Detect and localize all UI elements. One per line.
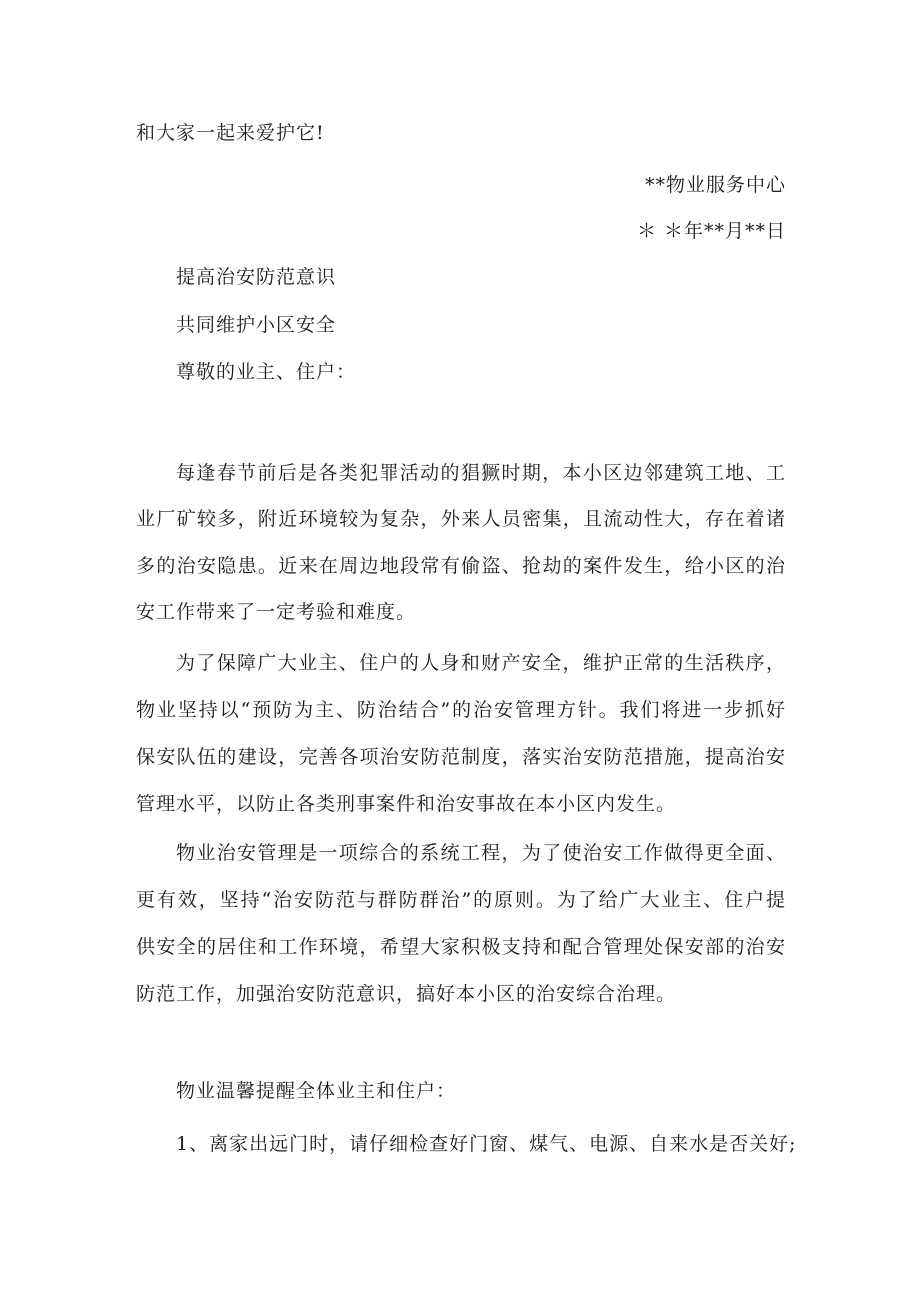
paragraph-2-line-1: 为了保障广大业主、住户的人身和财产安全，维护正常的生活秩序， <box>176 652 786 674</box>
paragraph-3-line-1: 物业治安管理是一项综合的系统工程，为了使治安工作做得更全面、 <box>176 842 786 864</box>
paragraph-1-line-2: 业厂矿较多，附近环境较为复杂，外来人员密集，且流动性大，存在着诸 <box>136 508 786 530</box>
paragraph-3-line-3: 供安全的居住和工作环境，希望大家积极支持和配合管理处保安部的治安 <box>136 936 786 958</box>
paragraph-2-line-4: 管理水平，以防止各类刑事案件和治安事故在本小区内发生。 <box>136 793 677 815</box>
paragraph-1-line-3: 多的治安隐患。近来在周边地段常有偷盗、抢劫的案件发生，给小区的治 <box>136 555 786 577</box>
salutation: 尊敬的业主、住户： <box>176 361 357 383</box>
paragraph-3-line-2: 更有效，坚持“治安防范与群防群治”的原则。为了给广大业主、住户提 <box>136 889 786 911</box>
reminder-item-1: 1、离家出远门时，请仔细检查好门窗、煤气、电源、自来水是否关好; <box>176 1133 797 1155</box>
paragraph-2-line-2: 物业坚持以“预防为主、防治结合”的治安管理方针。我们将进一步抓好 <box>136 699 786 721</box>
paragraph-3-line-4: 防范工作，加强治安防范意识，搞好本小区的治安综合治理。 <box>136 983 677 1005</box>
reminder-heading: 物业温馨提醒全体业主和住户： <box>176 1080 457 1102</box>
paragraph-2-line-3: 保安队伍的建设，完善各项治安防范制度，落实治安防范措施，提高治安 <box>136 746 786 768</box>
paragraph-1-line-1: 每逢春节前后是各类犯罪活动的猖獗时期，本小区边邻建筑工地、工 <box>176 462 786 484</box>
title-line-1: 提高治安防范意识 <box>176 266 337 288</box>
paragraph-1-line-4: 安工作带来了一定考验和难度。 <box>136 601 417 623</box>
title-line-2: 共同维护小区安全 <box>176 314 337 336</box>
date-line: ＊ ＊年**月**日 <box>636 220 786 242</box>
signature: **物业服务中心 <box>644 174 786 196</box>
closing-line: 和大家一起来爱护它! <box>136 122 325 144</box>
